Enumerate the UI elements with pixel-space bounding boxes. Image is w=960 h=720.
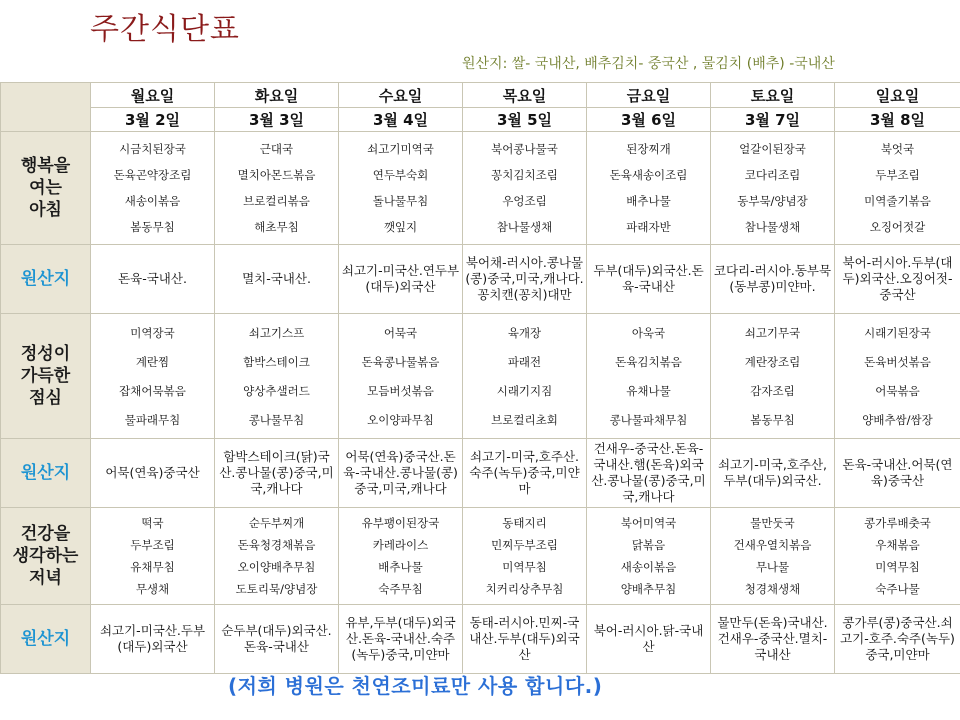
menu-item: 쇠고기스프: [248, 325, 305, 340]
seasoning-notice: (저희 병원은 천연조미료만 사용 합니다.): [228, 674, 603, 698]
menu-item: 동태지리: [502, 516, 547, 530]
dinner-item-list: [91, 508, 214, 604]
origin-text: 두부(대두)외국산.돈육-국내산: [593, 263, 704, 294]
origin-text: 멸치-국내산.: [242, 271, 311, 286]
dinner-item-list: [215, 508, 338, 604]
menu-item: 오이양파무침: [367, 412, 434, 427]
menu-item: 콩가루배춧국: [864, 516, 931, 530]
lunch_origin-row: [1, 439, 960, 508]
origin-text: 쇠고기-미국,호주산.숙주(녹두)중국,미얀마: [469, 449, 580, 496]
menu-item: 연두부숙회: [372, 168, 429, 182]
menu-item: 청경채생채: [744, 582, 801, 596]
page-title: 주간식단표: [90, 12, 240, 47]
dinner_origin-cell: [587, 605, 711, 674]
breakfast-menu-cell: [339, 132, 463, 245]
menu-item: 새송이볶음: [620, 560, 677, 574]
origin-text: 동태-러시아.민찌-국내산.두부(대두)외국산: [469, 615, 580, 662]
dinner-menu-cell: [463, 508, 587, 605]
lunch-menu-cell: [215, 314, 339, 439]
menu-item: 아욱국: [631, 325, 666, 340]
menu-item: 돈육콩나물볶음: [361, 354, 440, 369]
menu-item: 돈육김치볶음: [615, 354, 682, 369]
breakfast-menu-cell: [835, 132, 960, 245]
day-date-cell: 3월 3일: [215, 108, 339, 132]
menu-item: 돈육곤약장조림: [113, 168, 192, 182]
menu-item: 두부조림: [875, 168, 920, 182]
dinner_origin-label: 원산지: [1, 605, 91, 674]
menu-item: 콩나물무침: [248, 412, 305, 427]
lunch_origin-cell: [339, 439, 463, 508]
day-date-cell: 3월 8일: [835, 108, 960, 132]
lunch-item-list: [835, 314, 960, 438]
menu-item: 돌나물무침: [372, 194, 429, 208]
breakfast-label: 행복을 여는 아침: [1, 132, 91, 245]
menu-item: 쇠고기무국: [744, 325, 801, 340]
origin-text: 어묵(연육)중국산.돈육-국내산.콩나물(콩)중국,미국,캐나다: [343, 449, 458, 496]
dinner_origin-cell: [91, 605, 215, 674]
menu-item: 새송이볶음: [124, 194, 181, 208]
day-name-cell: 토요일: [711, 83, 835, 108]
day-date-cell: 3월 2일: [91, 108, 215, 132]
menu-item: 꽁치김치조림: [491, 168, 558, 182]
breakfast-menu-cell: [463, 132, 587, 245]
lunch-item-list: [215, 314, 338, 438]
dinner_origin-cell: [339, 605, 463, 674]
breakfast_origin-cell: [339, 245, 463, 314]
breakfast-item-list: [711, 132, 834, 244]
dinner-menu-cell: [91, 508, 215, 605]
menu-item: 시래기된장국: [864, 325, 931, 340]
dinner-item-list: [711, 508, 834, 604]
menu-item: 미역줄기볶음: [864, 194, 931, 208]
lunch_origin-label: 원산지: [1, 439, 91, 508]
menu-item: 치커리상추무침: [485, 582, 564, 596]
menu-item: 시래기지짐: [496, 383, 553, 398]
lunch-menu-cell: [587, 314, 711, 439]
breakfast_origin-row: [1, 245, 960, 314]
menu-item: 참나물생채: [496, 220, 553, 234]
day-name-cell: 금요일: [587, 83, 711, 108]
menu-item: 우엉조림: [502, 194, 547, 208]
menu-item: 브로컬리초회: [491, 412, 558, 427]
weekly-menu-table: [0, 82, 960, 674]
menu-item: 유채나물: [626, 383, 671, 398]
origin-text: 돈육-국내산.어묵(연육)중국산: [842, 457, 953, 488]
menu-item: 오징어젓갈: [869, 220, 926, 234]
day-name-cell: 월요일: [91, 83, 215, 108]
menu-item: 동부묵/양념장: [737, 194, 808, 208]
day-name-cell: 목요일: [463, 83, 587, 108]
origin-text: 코다리-러시아.동부묵(동부콩)미얀마.: [713, 263, 832, 294]
lunch-item-list: [463, 314, 586, 438]
origin-text: 함박스테이크(닭)국산.콩나물(콩)중국,미국,캐나다: [219, 449, 334, 496]
dinner-menu-cell: [711, 508, 835, 605]
origin-text: 건새우-중국산.돈육-국내산.햄(돈육)외국산.콩나물(콩)중국,미국,캐나다: [591, 441, 706, 504]
origin-text: 순두부(대두)외국산.돈육-국내산: [221, 623, 332, 654]
menu-item: 코다리조림: [744, 168, 801, 182]
origin-text: 유부,두부(대두)외국산.돈육-국내산.숙주(녹두)중국,미얀마: [345, 615, 456, 662]
breakfast-menu-cell: [711, 132, 835, 245]
dinner_origin-cell: [835, 605, 960, 674]
menu-item: 얼갈이된장국: [739, 142, 806, 156]
menu-item: 봄동무침: [130, 220, 175, 234]
origin-text: 쇠고기-미국,호주산,두부(대두)외국산.: [717, 457, 828, 488]
menu-item: 브로컬리볶음: [243, 194, 310, 208]
menu-item: 육개장: [507, 325, 542, 340]
menu-item: 북어콩나물국: [491, 142, 558, 156]
breakfast-item-list: [587, 132, 710, 244]
breakfast-item-list: [463, 132, 586, 244]
dinner-menu-cell: [587, 508, 711, 605]
breakfast-item-list: [91, 132, 214, 244]
menu-item: 미역장국: [130, 325, 175, 340]
day-header-row: [1, 83, 960, 108]
lunch-item-list: [91, 314, 214, 438]
menu-item: 순두부찌개: [248, 516, 305, 530]
breakfast-row: [1, 132, 960, 245]
day-date-cell: 3월 4일: [339, 108, 463, 132]
menu-item: 미역무침: [502, 560, 547, 574]
menu-item: 유부팽이된장국: [361, 516, 440, 530]
menu-item: 해초무침: [254, 220, 299, 234]
date-header-row: [1, 108, 960, 132]
dinner_origin-cell: [711, 605, 835, 674]
dinner_origin-row: [1, 605, 960, 674]
menu-item: 된장찌개: [626, 142, 671, 156]
menu-item: 두부조림: [130, 538, 175, 552]
lunch-item-list: [711, 314, 834, 438]
origin-text: 북어채-러시아.콩나물(콩)중국,미국,캐나다.꽁치캔(꽁치)대만: [465, 255, 584, 302]
dinner-item-list: [339, 508, 462, 604]
dinner-menu-cell: [835, 508, 960, 605]
origin-text: 북어-러시아.두부(대두)외국산.오징어젓-중국산: [842, 255, 953, 302]
day-date-cell: 3월 6일: [587, 108, 711, 132]
menu-item: 깻잎지: [383, 220, 418, 234]
menu-item: 봄동무침: [750, 412, 795, 427]
menu-item: 물만둣국: [750, 516, 795, 530]
dinner-menu-cell: [215, 508, 339, 605]
breakfast_origin-cell: [711, 245, 835, 314]
menu-item: 파래자반: [626, 220, 671, 234]
menu-item: 쇠고기미역국: [367, 142, 434, 156]
breakfast-menu-cell: [587, 132, 711, 245]
menu-item: 함박스테이크: [243, 354, 310, 369]
menu-item: 미역무침: [875, 560, 920, 574]
day-date-cell: 3월 5일: [463, 108, 587, 132]
lunch-item-list: [339, 314, 462, 438]
menu-item: 어묵볶음: [875, 383, 920, 398]
menu-item: 돈육새송이조림: [609, 168, 688, 182]
origin-text: 콩가루(콩)중국산.쇠고기-호주.숙주(녹두)중국,미얀마: [840, 615, 955, 662]
menu-item: 콩나물파채무침: [609, 412, 688, 427]
breakfast-item-list: [835, 132, 960, 244]
menu-item: 돈육버섯볶음: [864, 354, 931, 369]
menu-item: 건새우열치볶음: [733, 538, 812, 552]
dinner-item-list: [587, 508, 710, 604]
menu-item: 떡국: [141, 516, 164, 530]
breakfast_origin-cell: [835, 245, 960, 314]
lunch_origin-cell: [91, 439, 215, 508]
menu-item: 북어미역국: [620, 516, 677, 530]
menu-item: 양배추쌈/쌈장: [862, 412, 933, 427]
lunch-label: 정성이 가득한 점심: [1, 314, 91, 439]
day-name-cell: 화요일: [215, 83, 339, 108]
menu-item: 배추나물: [378, 560, 423, 574]
day-name-cell: 일요일: [835, 83, 960, 108]
menu-item: 민찌두부조림: [491, 538, 558, 552]
origin-text: 어묵(연육)중국산: [105, 465, 200, 480]
rice-kimchi-origin-note: 원산지: 쌀- 국내산, 배추김치- 중국산 , 물김치 (배추) -국내산: [462, 56, 835, 72]
menu-item: 유채무침: [130, 560, 175, 574]
dinner-item-list: [463, 508, 586, 604]
breakfast-menu-cell: [91, 132, 215, 245]
lunch-menu-cell: [835, 314, 960, 439]
lunch-menu-cell: [91, 314, 215, 439]
breakfast_origin-label: 원산지: [1, 245, 91, 314]
breakfast_origin-cell: [587, 245, 711, 314]
menu-item: 닭볶음: [631, 538, 666, 552]
breakfast-item-list: [215, 132, 338, 244]
lunch-menu-cell: [463, 314, 587, 439]
menu-item: 감자조림: [750, 383, 795, 398]
dinner-label: 건강을 생각하는 저녁: [1, 508, 91, 605]
lunch_origin-cell: [711, 439, 835, 508]
day-name-cell: 수요일: [339, 83, 463, 108]
menu-item: 양배추무침: [620, 582, 677, 596]
origin-text: 북어-러시아.닭-국내산: [593, 623, 704, 654]
header-corner-cell: [1, 83, 91, 132]
menu-item: 오이양배추무침: [237, 560, 316, 574]
menu-item: 도토리묵/양념장: [235, 582, 318, 596]
menu-item: 배추나물: [626, 194, 671, 208]
menu-item: 숙주나물: [875, 582, 920, 596]
menu-item: 계란찜: [135, 354, 170, 369]
menu-item: 무생채: [135, 582, 170, 596]
lunch-item-list: [587, 314, 710, 438]
menu-item: 무나물: [755, 560, 790, 574]
day-date-cell: 3월 7일: [711, 108, 835, 132]
lunch_origin-cell: [215, 439, 339, 508]
menu-item: 잡채어묵볶음: [119, 383, 186, 398]
menu-item: 파래전: [507, 354, 542, 369]
menu-item: 시금치된장국: [119, 142, 186, 156]
dinner_origin-cell: [215, 605, 339, 674]
menu-item: 참나물생채: [744, 220, 801, 234]
menu-item: 우채볶음: [875, 538, 920, 552]
dinner-row: [1, 508, 960, 605]
origin-text: 돈육-국내산.: [118, 271, 187, 286]
menu-item: 돈육청경채볶음: [237, 538, 316, 552]
breakfast_origin-cell: [463, 245, 587, 314]
dinner-menu-cell: [339, 508, 463, 605]
dinner_origin-cell: [463, 605, 587, 674]
menu-item: 양상추샐러드: [243, 383, 310, 398]
origin-text: 쇠고기-미국산.두부(대두)외국산: [99, 623, 206, 654]
lunch-row: [1, 314, 960, 439]
lunch-menu-cell: [711, 314, 835, 439]
origin-text: 쇠고기-미국산.연두부(대두)외국산: [341, 263, 460, 294]
menu-item: 근대국: [259, 142, 294, 156]
breakfast-item-list: [339, 132, 462, 244]
breakfast-menu-cell: [215, 132, 339, 245]
breakfast_origin-cell: [91, 245, 215, 314]
menu-item: 카레라이스: [372, 538, 429, 552]
lunch_origin-cell: [587, 439, 711, 508]
lunch_origin-cell: [835, 439, 960, 508]
menu-item: 모듬버섯볶음: [367, 383, 434, 398]
menu-item: 북엇국: [880, 142, 915, 156]
menu-item: 물파래무침: [124, 412, 181, 427]
menu-item: 숙주무침: [378, 582, 423, 596]
menu-item: 멸치아몬드볶음: [237, 168, 316, 182]
menu-item: 계란장조림: [744, 354, 801, 369]
dinner-item-list: [835, 508, 960, 604]
breakfast_origin-cell: [215, 245, 339, 314]
lunch-menu-cell: [339, 314, 463, 439]
lunch_origin-cell: [463, 439, 587, 508]
origin-text: 물만두(돈육)국내산.건새우-중국산.멸치-국내산: [717, 615, 828, 662]
menu-item: 어묵국: [383, 325, 418, 340]
